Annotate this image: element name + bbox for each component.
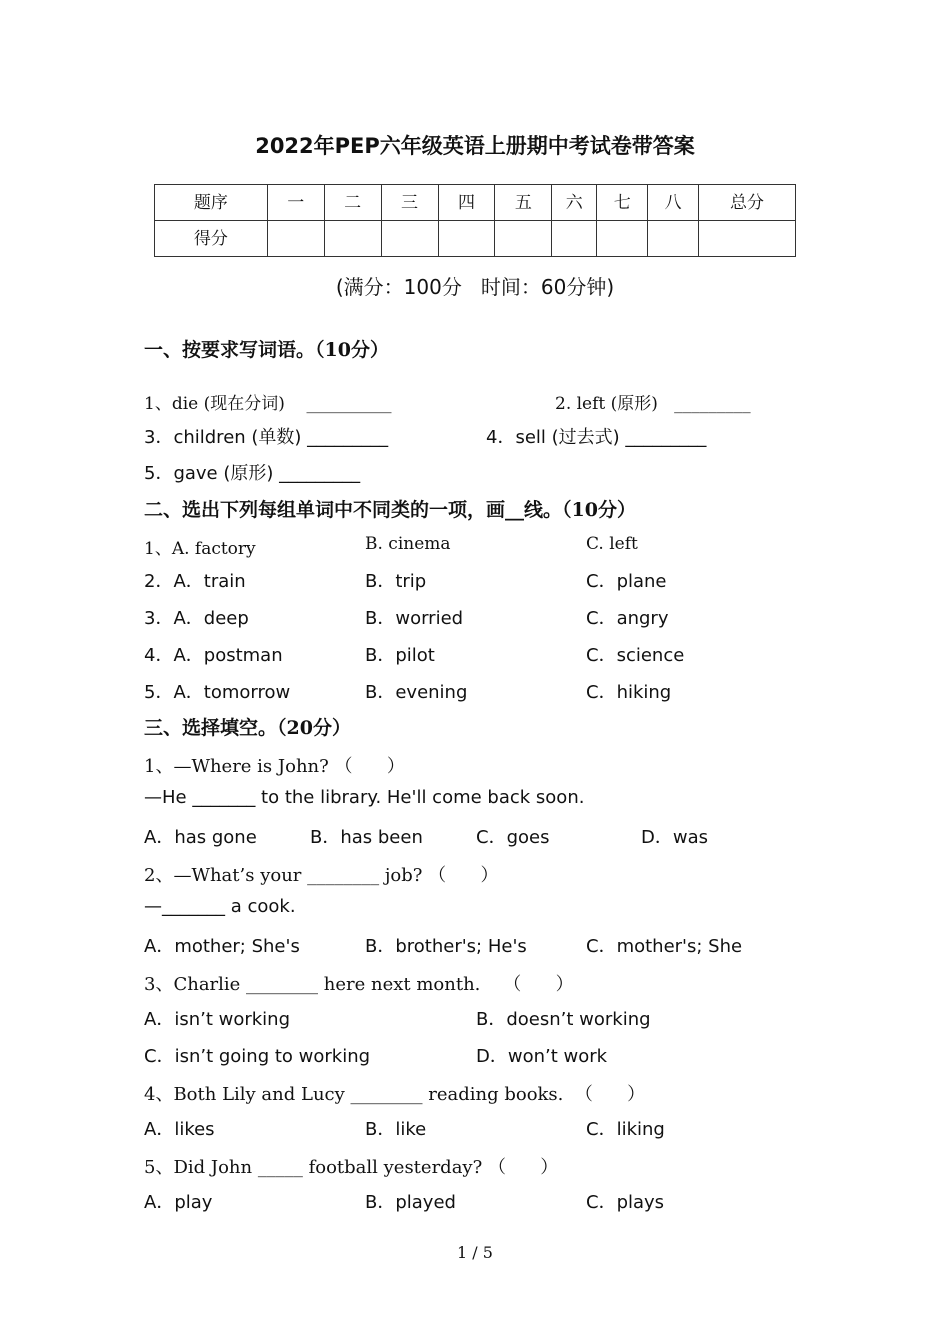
section3-q4-stem: 4、Both Lily and Lucy ________ reading books. （ ）	[144, 1084, 646, 1105]
section3-q1-stem: 1、—Where is John? （ ）	[144, 756, 405, 777]
section2-row1-option-c: C. left	[586, 534, 638, 554]
section3-q5-option-c: C．plays	[586, 1192, 665, 1213]
section3-q3-stem: 3、Charlie ________ here next month. （ ）	[144, 974, 574, 995]
section3-q1-option-c: C．goes	[476, 827, 550, 848]
section2-row3-option-a: 3．A．deep	[144, 608, 249, 629]
section1-q1: 1、die (现在分词) __________	[144, 394, 392, 414]
section3-q3-option-b: B．doesn’t working	[476, 1009, 651, 1030]
section1-q4: 4．sell (过去式) _________	[486, 427, 707, 448]
score-cell[interactable]	[597, 221, 648, 257]
score-header-cell: 题序	[155, 185, 268, 221]
score-header-cell: 七	[597, 185, 648, 221]
section2-row2-option-b: B．trip	[365, 571, 427, 592]
section1-q3: 3．children (单数) _________	[144, 427, 389, 448]
section2-row5-option-c: C．hiking	[586, 682, 672, 703]
score-cell[interactable]	[699, 221, 796, 257]
section3-q3-option-c: C．isn’t going to working	[144, 1046, 371, 1067]
score-cell[interactable]	[381, 221, 438, 257]
section3-q5-option-b: B．played	[365, 1192, 456, 1213]
section3-q5-option-a: A．play	[144, 1192, 213, 1213]
score-cell[interactable]	[438, 221, 495, 257]
score-header-cell: 四	[438, 185, 495, 221]
section3-heading: 三、选择填空。（20分）	[144, 717, 351, 739]
section3-q2-option-c: C．mother's; She	[586, 936, 743, 957]
score-table-score-row	[155, 221, 796, 257]
score-header-cell: 六	[552, 185, 597, 221]
section3-q4-option-c: C．liking	[586, 1119, 665, 1140]
section2-row1-option-b: B. cinema	[365, 534, 451, 554]
section3-q2-option-b: B．brother's; He's	[365, 936, 527, 957]
section2-row2-option-a: 2．A．train	[144, 571, 246, 592]
page-title: 2022年PEP六年级英语上册期中考试卷带答案	[255, 134, 695, 158]
section2-row4-option-a: 4．A．postman	[144, 645, 283, 666]
section3-q4-option-a: A．likes	[144, 1119, 215, 1140]
score-header-cell: 总分	[699, 185, 796, 221]
score-header-cell: 八	[648, 185, 699, 221]
page-number: 1 / 5	[457, 1243, 493, 1262]
section3-q2-line2: —_______ a cook.	[144, 896, 296, 917]
section1-heading: 一、按要求写词语。（10分）	[144, 339, 389, 361]
section3-q4-option-b: B．like	[365, 1119, 427, 1140]
score-row-label: 得分	[155, 221, 268, 257]
section2-row4-option-c: C．science	[586, 645, 685, 666]
score-table-header-row	[155, 185, 796, 221]
score-table	[154, 184, 796, 257]
section2-row3-option-b: B．worried	[365, 608, 464, 629]
section3-q1-line2: —He _______ to the library. He'll come back soon.	[144, 787, 585, 808]
section1-q5: 5．gave (原形) _________	[144, 463, 361, 484]
score-header-cell: 五	[495, 185, 552, 221]
section2-row1-option-a: 1、A. factory	[144, 539, 256, 559]
section3-q3-option-a: A．isn’t working	[144, 1009, 290, 1030]
score-header-cell: 三	[381, 185, 438, 221]
score-cell[interactable]	[552, 221, 597, 257]
section3-q1-option-b: B．has been	[310, 827, 423, 848]
section2-row5-option-a: 5．A．tomorrow	[144, 682, 291, 703]
score-cell[interactable]	[324, 221, 381, 257]
section2-row5-option-b: B．evening	[365, 682, 468, 703]
score-header-cell: 二	[324, 185, 381, 221]
section2-row3-option-c: C．angry	[586, 608, 669, 629]
section1-q2: 2. left (原形) _________	[555, 394, 751, 414]
section2-row4-option-b: B．pilot	[365, 645, 435, 666]
section3-q5-stem: 5、Did John _____ football yesterday? （ ）	[144, 1157, 559, 1178]
section2-row2-option-c: C．plane	[586, 571, 667, 592]
section3-q1-option-a: A．has gone	[144, 827, 257, 848]
score-cell[interactable]	[267, 221, 324, 257]
section2-heading: 二、选出下列每组单词中不同类的一项，画__线。（10分）	[144, 499, 636, 521]
section3-q1-option-d: D．was	[641, 827, 708, 848]
section3-q3-option-d: D．won’t work	[476, 1046, 608, 1067]
section3-q2-option-a: A．mother; She's	[144, 936, 300, 957]
score-header-cell: 一	[267, 185, 324, 221]
exam-note: (满分：100分 时间：60分钟)	[335, 275, 615, 299]
section3-q2-stem: 2、—What’s your ________ job? （ ）	[144, 865, 499, 886]
score-cell[interactable]	[495, 221, 552, 257]
score-cell[interactable]	[648, 221, 699, 257]
